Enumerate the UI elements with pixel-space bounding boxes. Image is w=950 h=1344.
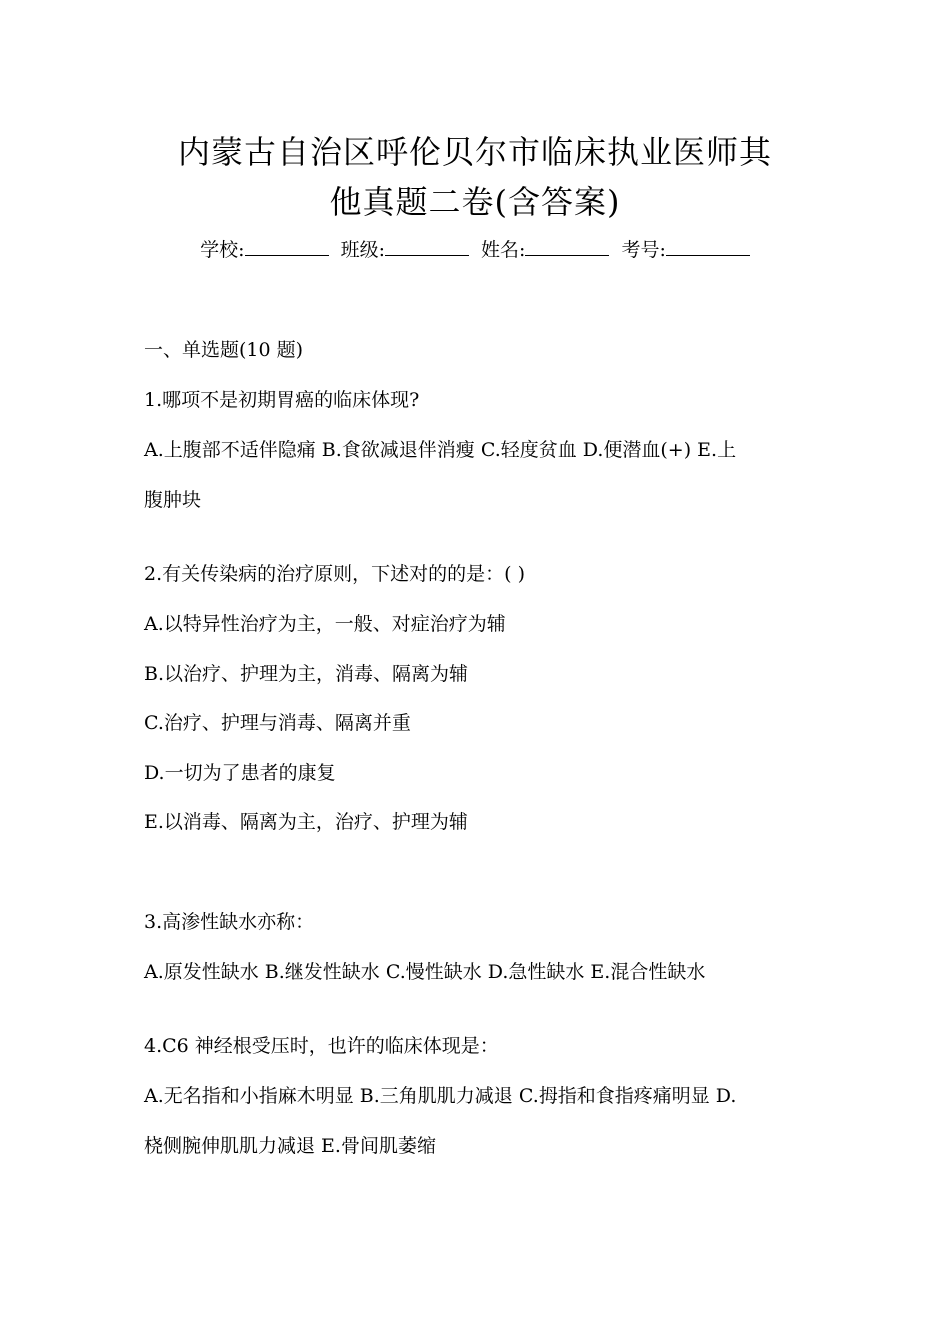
school-blank <box>245 237 329 256</box>
document-title-line1: 内蒙古自治区呼伦贝尔市临床执业医师其 <box>177 133 772 171</box>
question-2-option-b: B.以治疗、护理为主，消毒、隔离为辅 <box>144 663 469 685</box>
question-2-option-d: D.一切为了患者的康复 <box>144 762 336 784</box>
exam-number-field <box>621 236 749 264</box>
question-2-option-a: A.以特异性治疗为主，一般、对症治疗为辅 <box>144 613 506 635</box>
class-field <box>341 236 469 264</box>
question-3-options: A.原发性缺水 B.继发性缺水 C.慢性缺水 D.急性缺水 E.混合性缺水 <box>144 961 706 983</box>
name-blank <box>525 237 609 256</box>
question-2-option-e: E.以消毒、隔离为主，治疗、护理为辅 <box>144 811 468 833</box>
question-1-options-line2: 腹肿块 <box>144 489 202 511</box>
question-3-stem: 3.高渗性缺水亦称： <box>144 911 315 933</box>
section-heading: 一、单选题(10 题) <box>144 339 304 361</box>
question-1-options-line1: A.上腹部不适伴隐痛 B.食欲减退伴消瘦 C.轻度贫血 D.便潜血(+) E.上 <box>144 439 737 461</box>
question-4-options-line2: 桡侧腕伸肌肌力减退 E.骨间肌萎缩 <box>144 1135 436 1157</box>
question-4-options-line1: A.无名指和小指麻木明显 B.三角肌肌力减退 C.拇指和食指疼痛明显 D. <box>144 1085 737 1107</box>
question-1-stem: 1.哪项不是初期胃癌的临床体现? <box>144 389 420 411</box>
document-title-line2: 他真题二卷(含答案) <box>329 183 621 221</box>
student-info-row <box>0 236 950 264</box>
school-field <box>200 236 328 264</box>
school-label: 学校: <box>200 239 245 261</box>
exam-number-label: 考号: <box>621 239 666 261</box>
question-4-stem: 4.C6 神经根受压时，也许的临床体现是： <box>144 1035 499 1057</box>
name-label: 姓名: <box>481 239 526 261</box>
question-2-option-c: C.治疗、护理与消毒、隔离并重 <box>144 712 411 734</box>
question-2-stem: 2.有关传染病的治疗原则，下述对的的是：( ) <box>144 563 525 585</box>
class-label: 班级: <box>340 239 385 261</box>
exam-number-blank <box>666 237 750 256</box>
class-blank <box>385 237 469 256</box>
name-field <box>481 236 609 264</box>
